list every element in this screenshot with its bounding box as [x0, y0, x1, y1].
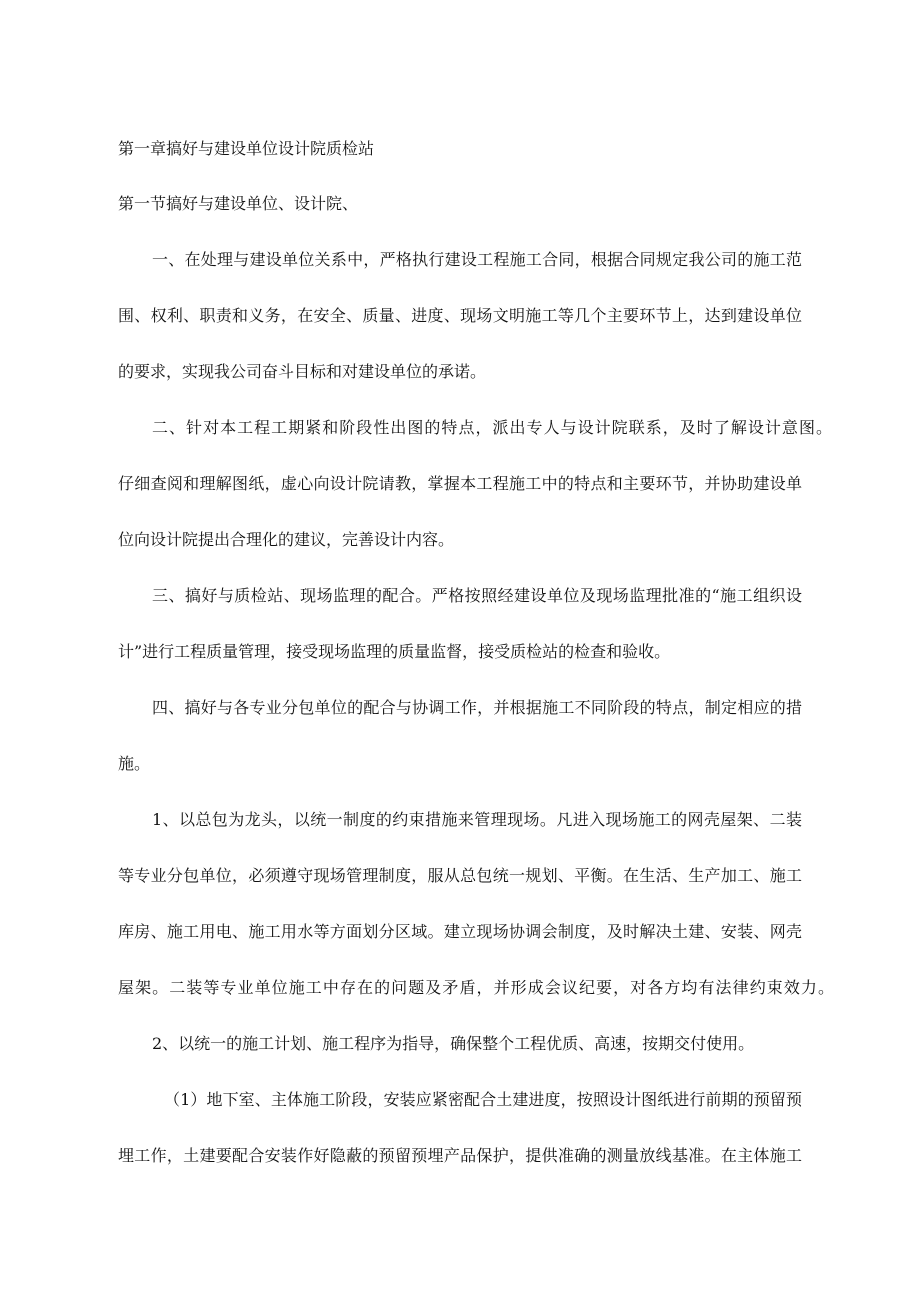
paragraph-line: 等专业分包单位，必须遵守现场管理制度，服从总包统一规划、平衡。在生活、生产加工、施工: [118, 866, 802, 885]
paragraph-line: 一、在处理与建设单位关系中，严格执行建设工程施工合同，根据合同规定我公司的施工范: [152, 250, 802, 269]
paragraph-line: 埋工作，土建要配合安装作好隐蔽的预留预埋产品保护，提供准确的测量放线基准。在主体施工: [118, 1146, 802, 1165]
paragraph-line: 1、以总包为龙头，以统一制度的约束措施来管理现场。凡进入现场施工的网壳屋架、二装: [152, 810, 802, 829]
paragraph-line: 屋架。二装等专业单位施工中存在的问题及矛盾，并形成会议纪要，对各方均有法律约束效力。: [118, 978, 834, 997]
paragraph-line: 围、权利、职责和义务，在安全、质量、进度、现场文明施工等几个主要环节上，达到建设单位: [118, 306, 802, 325]
paragraph-line: 的要求，实现我公司奋斗目标和对建设单位的承诺。: [118, 362, 487, 381]
paragraph-line: 二、针对本工程工期紧和阶段性出图的特点，派出专人与设计院联系，及时了解设计意图。: [152, 418, 832, 437]
paragraph-line: 位向设计院提出合理化的建议，完善设计内容。: [118, 530, 455, 549]
paragraph-line: 四、搞好与各专业分包单位的配合与协调工作，并根据施工不同阶段的特点，制定相应的措: [152, 698, 802, 717]
section-title: 第一节搞好与建设单位、设计院、: [118, 194, 359, 213]
paragraph-line: （1）地下室、主体施工阶段，安装应紧密配合土建进度，按照设计图纸进行前期的预留预: [164, 1090, 802, 1109]
paragraph-line: 库房、施工用电、施工用水等方面划分区域。建立现场协调会制度，及时解决土建、安装、网壳: [118, 922, 802, 941]
paragraph-line: 仔细查阅和理解图纸，虚心向设计院请教，掌握本工程施工中的特点和主要环节，并协助建设单: [118, 474, 802, 493]
paragraph-line: 计”进行工程质量管理，接受现场监理的质量监督，接受质检站的检查和验收。: [118, 642, 671, 661]
chapter-title: 第一章搞好与建设单位设计院质检站: [118, 139, 375, 158]
paragraph-line: 三、搞好与质检站、现场监理的配合。严格按照经建设单位及现场监理批准的“施工组织设: [152, 586, 802, 605]
paragraph-line: 施。: [118, 754, 151, 773]
paragraph-line: 2、以统一的施工计划、施工程序为指导，确保整个工程优质、高速，按期交付使用。: [152, 1034, 755, 1053]
